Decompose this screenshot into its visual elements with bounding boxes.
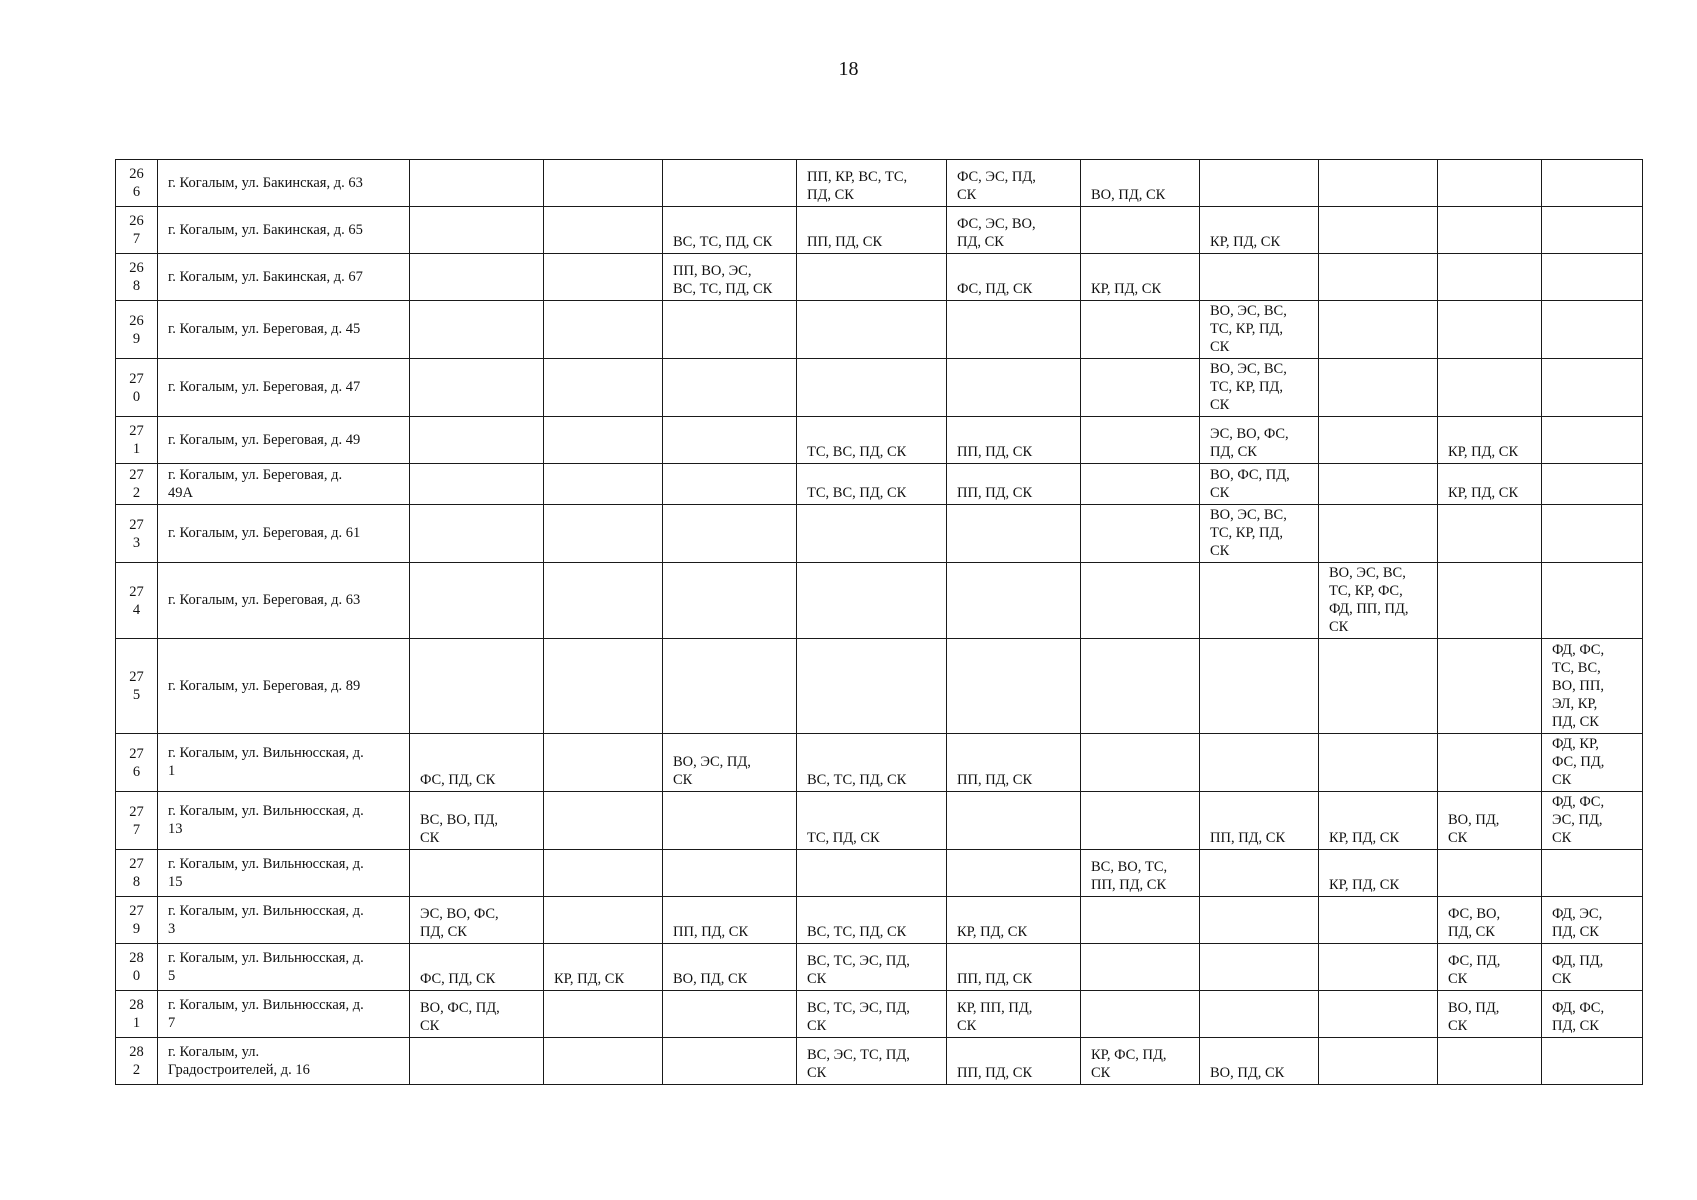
table-row (116, 160, 1643, 207)
work-types-cell: ФС, ПД, СК (410, 944, 544, 991)
table-row (116, 944, 1643, 991)
work-types-cell (1438, 359, 1542, 417)
work-types-cell: ВС, ТС, ПД, СК (797, 897, 947, 944)
work-types-cell (410, 639, 544, 734)
table-row (116, 850, 1643, 897)
work-types-cell: ЭС, ВО, ФС, ПД, СК (1200, 417, 1319, 464)
work-types-cell (410, 301, 544, 359)
work-types-cell: КР, ПД, СК (1200, 207, 1319, 254)
work-types-cell (1542, 160, 1643, 207)
work-types-cell: ПП, ПД, СК (947, 417, 1081, 464)
work-types-cell (797, 639, 947, 734)
work-types-cell (1319, 991, 1438, 1038)
work-types-cell (410, 850, 544, 897)
work-types-cell: ВС, ЭС, ТС, ПД, СК (797, 1038, 947, 1085)
work-types-cell: ФД, КР, ФС, ПД, СК (1542, 734, 1643, 792)
work-types-cell: ВС, ТС, ПД, СК (663, 207, 797, 254)
row-number: 27 3 (116, 505, 158, 563)
work-types-cell (1081, 207, 1200, 254)
work-types-cell (1542, 1038, 1643, 1085)
work-types-cell (1438, 734, 1542, 792)
row-number: 26 6 (116, 160, 158, 207)
work-types-cell (1319, 160, 1438, 207)
work-types-cell: КР, ПД, СК (1319, 850, 1438, 897)
work-types-cell (1319, 464, 1438, 505)
work-types-cell (410, 417, 544, 464)
work-types-cell (663, 850, 797, 897)
work-types-cell (1081, 734, 1200, 792)
work-types-cell (1438, 160, 1542, 207)
work-types-cell (410, 563, 544, 639)
work-types-cell: ФС, ЭС, ВО, ПД, СК (947, 207, 1081, 254)
work-types-cell (1438, 1038, 1542, 1085)
row-number: 27 7 (116, 792, 158, 850)
work-types-cell (1319, 734, 1438, 792)
table-row (116, 417, 1643, 464)
work-types-cell (1319, 505, 1438, 563)
work-types-cell (544, 359, 663, 417)
work-types-cell: ФД, ФС, ТС, ВС, ВО, ПП, ЭЛ, КР, ПД, СК (1542, 639, 1643, 734)
work-types-cell (544, 505, 663, 563)
work-types-cell: КР, ПД, СК (1438, 417, 1542, 464)
work-types-cell (663, 639, 797, 734)
work-types-cell (1438, 207, 1542, 254)
work-types-cell: ТС, ПД, СК (797, 792, 947, 850)
row-number: 27 1 (116, 417, 158, 464)
work-types-cell (1081, 897, 1200, 944)
row-number: 27 4 (116, 563, 158, 639)
work-types-cell: ВС, ТС, ЭС, ПД, СК (797, 991, 947, 1038)
work-types-cell (410, 160, 544, 207)
work-types-cell (663, 464, 797, 505)
work-types-cell (1081, 944, 1200, 991)
address-cell: г. Когалым, ул. Береговая, д. 47 (158, 359, 410, 417)
work-types-cell (1081, 301, 1200, 359)
work-types-cell (544, 207, 663, 254)
work-types-cell (1542, 301, 1643, 359)
work-types-cell: ФД, ФС, ЭС, ПД, СК (1542, 792, 1643, 850)
work-types-cell: ВО, ЭС, ВС, ТС, КР, ФС, ФД, ПП, ПД, СК (1319, 563, 1438, 639)
address-cell: г. Когалым, ул. Градостроителей, д. 16 (158, 1038, 410, 1085)
work-types-cell (947, 359, 1081, 417)
table-row (116, 991, 1643, 1038)
work-types-cell (1319, 207, 1438, 254)
address-cell: г. Когалым, ул. Бакинская, д. 63 (158, 160, 410, 207)
work-types-cell: ПП, ВО, ЭС, ВС, ТС, ПД, СК (663, 254, 797, 301)
work-types-cell (1438, 505, 1542, 563)
work-types-cell (663, 301, 797, 359)
address-cell: г. Когалым, ул. Береговая, д. 49А (158, 464, 410, 505)
work-types-cell: КР, ПД, СК (1438, 464, 1542, 505)
work-types-cell (410, 1038, 544, 1085)
work-types-cell (1200, 850, 1319, 897)
work-types-cell: ПП, ПД, СК (1200, 792, 1319, 850)
work-types-cell: ВС, ТС, ПД, СК (797, 734, 947, 792)
work-types-cell (1319, 1038, 1438, 1085)
work-types-cell: ТС, ВС, ПД, СК (797, 417, 947, 464)
work-types-cell (544, 254, 663, 301)
table-row (116, 897, 1643, 944)
work-types-cell (947, 505, 1081, 563)
work-types-cell (1438, 850, 1542, 897)
work-types-cell: ВО, ЭС, ВС, ТС, КР, ПД, СК (1200, 301, 1319, 359)
table-row (116, 359, 1643, 417)
table-body (116, 160, 1643, 1085)
work-types-cell: КР, ПД, СК (1319, 792, 1438, 850)
work-types-cell (947, 639, 1081, 734)
address-cell: г. Когалым, ул. Береговая, д. 61 (158, 505, 410, 563)
work-types-cell (1438, 563, 1542, 639)
work-types-cell (1319, 359, 1438, 417)
work-types-cell (410, 359, 544, 417)
work-types-cell (1081, 464, 1200, 505)
work-types-cell (947, 301, 1081, 359)
work-types-cell: ФС, ЭС, ПД, СК (947, 160, 1081, 207)
work-types-cell (544, 464, 663, 505)
work-types-cell (544, 734, 663, 792)
row-number: 26 9 (116, 301, 158, 359)
address-cell: г. Когалым, ул. Береговая, д. 49 (158, 417, 410, 464)
row-number: 27 0 (116, 359, 158, 417)
row-number: 28 2 (116, 1038, 158, 1085)
address-cell: г. Когалым, ул. Бакинская, д. 65 (158, 207, 410, 254)
work-types-cell (544, 1038, 663, 1085)
work-types-cell (663, 359, 797, 417)
work-types-cell (1438, 301, 1542, 359)
work-types-cell (1319, 254, 1438, 301)
table-row (116, 464, 1643, 505)
table-row (116, 207, 1643, 254)
work-types-cell (1200, 160, 1319, 207)
work-types-cell: ВО, ЭС, ПД, СК (663, 734, 797, 792)
page-number: 18 (838, 58, 859, 80)
table-row (116, 254, 1643, 301)
address-cell: г. Когалым, ул. Вильнюсская, д. 5 (158, 944, 410, 991)
work-types-cell: ПП, ПД, СК (797, 207, 947, 254)
schedule-table (115, 159, 1643, 1085)
work-types-cell (1081, 359, 1200, 417)
work-types-cell (797, 505, 947, 563)
work-types-cell: ВО, ЭС, ВС, ТС, КР, ПД, СК (1200, 505, 1319, 563)
work-types-cell (1319, 417, 1438, 464)
work-types-cell: ФС, ПД, СК (410, 734, 544, 792)
address-cell: г. Когалым, ул. Бакинская, д. 67 (158, 254, 410, 301)
row-number: 27 9 (116, 897, 158, 944)
work-types-cell: КР, ПД, СК (544, 944, 663, 991)
work-types-cell (544, 160, 663, 207)
work-types-cell: ФС, ПД, СК (947, 254, 1081, 301)
work-types-cell: ВС, ВО, ПД, СК (410, 792, 544, 850)
work-types-cell (1542, 563, 1643, 639)
work-types-cell (663, 792, 797, 850)
work-types-cell (544, 897, 663, 944)
work-types-cell (1438, 254, 1542, 301)
work-types-cell (410, 254, 544, 301)
work-types-cell (663, 417, 797, 464)
work-types-cell (410, 207, 544, 254)
work-types-cell (544, 792, 663, 850)
work-types-cell (1542, 464, 1643, 505)
work-types-cell (544, 991, 663, 1038)
work-types-cell (1200, 639, 1319, 734)
work-types-cell: ЭС, ВО, ФС, ПД, СК (410, 897, 544, 944)
work-types-cell: КР, ПП, ПД, СК (947, 991, 1081, 1038)
work-types-cell (1081, 563, 1200, 639)
work-types-cell: ПП, ПД, СК (663, 897, 797, 944)
address-cell: г. Когалым, ул. Береговая, д. 89 (158, 639, 410, 734)
work-types-cell: ТС, ВС, ПД, СК (797, 464, 947, 505)
table-row (116, 734, 1643, 792)
work-types-cell: ВО, ПД, СК (1438, 792, 1542, 850)
address-cell: г. Когалым, ул. Вильнюсская, д. 3 (158, 897, 410, 944)
table-row (116, 301, 1643, 359)
address-cell: г. Когалым, ул. Береговая, д. 63 (158, 563, 410, 639)
work-types-cell: ВО, ЭС, ВС, ТС, КР, ПД, СК (1200, 359, 1319, 417)
work-types-cell (1319, 301, 1438, 359)
work-types-cell: ФД, ЭС, ПД, СК (1542, 897, 1643, 944)
work-types-cell (663, 991, 797, 1038)
row-number: 26 8 (116, 254, 158, 301)
table-row (116, 505, 1643, 563)
work-types-cell (797, 850, 947, 897)
work-types-cell: КР, ПД, СК (1081, 254, 1200, 301)
work-types-cell: ФД, ПД, СК (1542, 944, 1643, 991)
row-number: 28 1 (116, 991, 158, 1038)
address-cell: г. Когалым, ул. Вильнюсская, д. 13 (158, 792, 410, 850)
work-types-cell (544, 301, 663, 359)
work-types-cell (1200, 944, 1319, 991)
work-types-cell (1542, 359, 1643, 417)
work-types-cell: ПП, ПД, СК (947, 944, 1081, 991)
work-types-cell (797, 563, 947, 639)
work-types-cell (1319, 944, 1438, 991)
address-cell: г. Когалым, ул. Вильнюсская, д. 1 (158, 734, 410, 792)
work-types-cell: ВО, ПД, СК (1438, 991, 1542, 1038)
work-types-cell (1081, 417, 1200, 464)
work-types-cell (1200, 254, 1319, 301)
work-types-cell (797, 301, 947, 359)
work-types-cell (1542, 417, 1643, 464)
row-number: 27 6 (116, 734, 158, 792)
work-types-cell (1438, 639, 1542, 734)
work-types-cell (1200, 563, 1319, 639)
work-types-cell: ПП, ПД, СК (947, 1038, 1081, 1085)
work-types-cell (1200, 734, 1319, 792)
row-number: 27 8 (116, 850, 158, 897)
work-types-cell (947, 563, 1081, 639)
work-types-cell (663, 563, 797, 639)
work-types-cell: ФС, ВО, ПД, СК (1438, 897, 1542, 944)
work-types-cell (1200, 991, 1319, 1038)
work-types-cell (1319, 639, 1438, 734)
work-types-cell (544, 639, 663, 734)
work-types-cell (947, 792, 1081, 850)
work-types-cell (1319, 897, 1438, 944)
work-types-cell: КР, ПД, СК (947, 897, 1081, 944)
work-types-cell: ПП, КР, ВС, ТС, ПД, СК (797, 160, 947, 207)
row-number: 27 5 (116, 639, 158, 734)
row-number: 28 0 (116, 944, 158, 991)
work-types-cell (544, 417, 663, 464)
work-types-cell (1081, 991, 1200, 1038)
work-types-cell: ВО, ПД, СК (663, 944, 797, 991)
work-types-cell (1200, 897, 1319, 944)
row-number: 26 7 (116, 207, 158, 254)
table-row (116, 792, 1643, 850)
work-types-cell (1542, 207, 1643, 254)
address-cell: г. Когалым, ул. Береговая, д. 45 (158, 301, 410, 359)
work-types-cell (663, 160, 797, 207)
work-types-cell (663, 1038, 797, 1085)
work-types-cell (797, 254, 947, 301)
work-types-cell (1081, 792, 1200, 850)
work-types-cell: ВС, ВО, ТС, ПП, ПД, СК (1081, 850, 1200, 897)
table-row (116, 563, 1643, 639)
work-types-cell (410, 505, 544, 563)
work-types-cell (1081, 639, 1200, 734)
row-number: 27 2 (116, 464, 158, 505)
work-types-cell (1542, 850, 1643, 897)
work-types-cell: ПП, ПД, СК (947, 464, 1081, 505)
address-cell: г. Когалым, ул. Вильнюсская, д. 15 (158, 850, 410, 897)
address-cell: г. Когалым, ул. Вильнюсская, д. 7 (158, 991, 410, 1038)
work-types-cell (1542, 254, 1643, 301)
work-types-cell (663, 505, 797, 563)
work-types-cell (797, 359, 947, 417)
work-types-cell: ФД, ФС, ПД, СК (1542, 991, 1643, 1038)
work-types-cell: КР, ФС, ПД, СК (1081, 1038, 1200, 1085)
work-types-cell (1081, 505, 1200, 563)
table-row (116, 639, 1643, 734)
work-types-cell: ВО, ПД, СК (1200, 1038, 1319, 1085)
work-types-cell (410, 464, 544, 505)
table-row (116, 1038, 1643, 1085)
work-types-cell (544, 563, 663, 639)
work-types-cell (947, 850, 1081, 897)
work-types-cell: ВО, ФС, ПД, СК (410, 991, 544, 1038)
work-types-cell: ВО, ПД, СК (1081, 160, 1200, 207)
work-types-cell: ВО, ФС, ПД, СК (1200, 464, 1319, 505)
work-types-cell: ФС, ПД, СК (1438, 944, 1542, 991)
work-types-cell (1542, 505, 1643, 563)
work-types-cell (544, 850, 663, 897)
work-types-cell: ПП, ПД, СК (947, 734, 1081, 792)
work-types-cell: ВС, ТС, ЭС, ПД, СК (797, 944, 947, 991)
